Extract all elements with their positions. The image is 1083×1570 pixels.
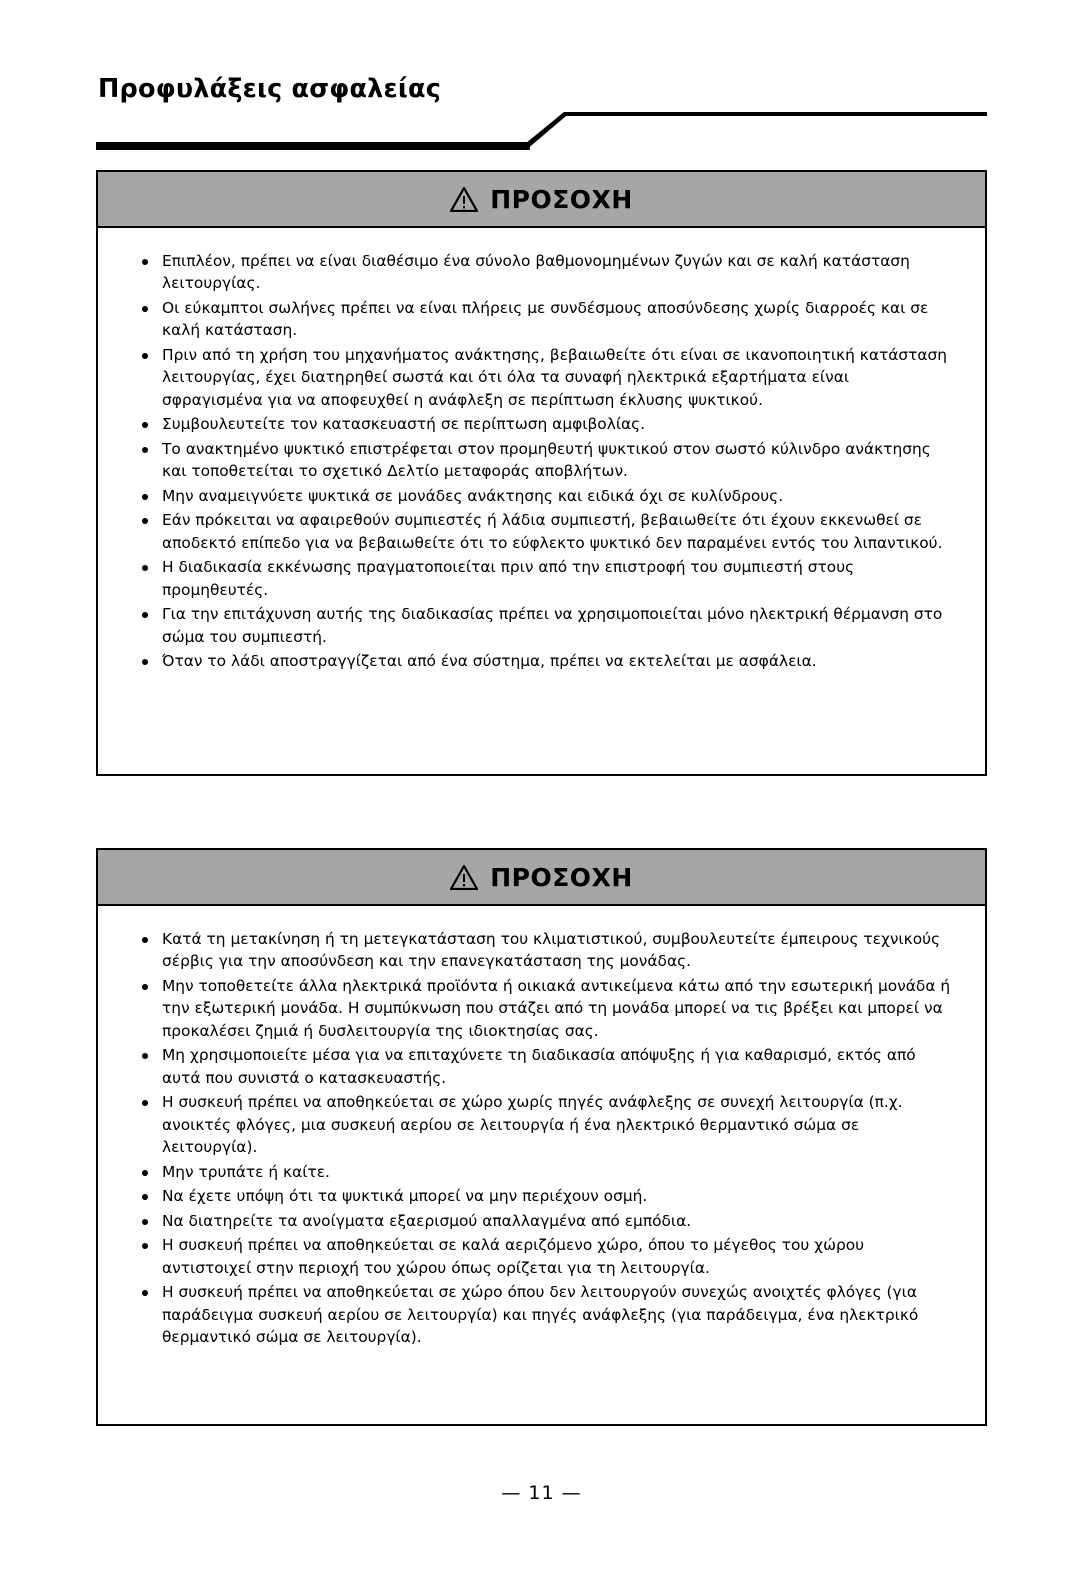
caution-box-1-header xyxy=(98,172,985,228)
caution-box-2-label: ΠΡΟΣΟΧΗ xyxy=(490,862,633,892)
list-item: Μην τοποθετείτε άλλα ηλεκτρικά προϊόντα ή οικιακά αντικείμενα κάτω από την εσωτερική μονάδα ή την εξωτερική μονάδα. Η συμπύκνωση που στάζει από τη μονάδα μπορεί να τις βρέξει και μπορεί να προκαλέσει ζημιά ή δυσλειτουργία της ιδιοκτησίας σας. xyxy=(132,975,951,1042)
caution-box-1-body xyxy=(98,228,985,774)
warning-triangle-icon xyxy=(450,187,478,212)
list-item: Επιπλέον, πρέπει να είναι διαθέσιμο ένα σύνολο βαθμονομημένων ζυγών και σε καλή κατάσταση λειτουργίας. xyxy=(132,250,951,295)
list-item: Μην αναμειγνύετε ψυκτικά σε μονάδες ανάκτησης και ειδικά όχι σε κυλίνδρους. xyxy=(132,485,951,507)
list-item: Πριν από τη χρήση του μηχανήματος ανάκτησης, βεβαιωθείτε ότι είναι σε ικανοποιητική κατάσταση λειτουργίας, έχει διατηρηθεί σωστά και ότι όλα τα συναφή ηλεκτρικά εξαρτήματα είναι σφραγισμένα για να αποφευχθεί η ανάφλεξη σε περίπτωση έκλυσης ψυκτικού. xyxy=(132,344,951,411)
list-item: Όταν το λάδι αποστραγγίζεται από ένα σύστημα, πρέπει να εκτελείται με ασφάλεια. xyxy=(132,650,951,672)
list-item: Η διαδικασία εκκένωσης πραγματοποιείται πριν από την επιστροφή του συμπιεστή στους προμηθευτές. xyxy=(132,556,951,601)
caution-box-2-header xyxy=(98,850,985,906)
caution-box-1-label: ΠΡΟΣΟΧΗ xyxy=(490,184,633,214)
page-title: Προφυλάξεις ασφαλείας xyxy=(98,74,442,104)
document-page xyxy=(0,62,1083,1570)
caution-list-2 xyxy=(132,928,951,1349)
list-item: Για την επιτάχυνση αυτής της διαδικασίας πρέπει να χρησιμοποιείται μόνο ηλεκτρική θέρμανση στο σώμα του συμπιεστή. xyxy=(132,603,951,648)
caution-box-1 xyxy=(96,170,987,776)
list-item: Η συσκευή πρέπει να αποθηκεύεται σε καλά αεριζόμενο χώρο, όπου το μέγεθος του χώρου αντιστοιχεί στην περιοχή του χώρου όπως ορίζεται για τη λειτουργία. xyxy=(132,1234,951,1279)
caution-list-1 xyxy=(132,250,951,673)
list-item: Να διατηρείτε τα ανοίγματα εξαερισμού απαλλαγμένα από εμπόδια. xyxy=(132,1210,951,1232)
list-item: Εάν πρόκειται να αφαιρεθούν συμπιεστές ή λάδια συμπιεστή, βεβαιωθείτε ότι έχουν εκκενωθεί σε αποδεκτό επίπεδο για να βεβαιωθείτε ότι το εύφλεκτο ψυκτικό δεν παραμένει εντός του λιπαντικού. xyxy=(132,509,951,554)
list-item: Κατά τη μετακίνηση ή τη μετεγκατάσταση του κλιματιστικού, συμβουλευτείτε έμπειρους τεχνικούς σέρβις για την αποσύνδεση και την επανεγκατάσταση της μονάδας. xyxy=(132,928,951,973)
list-item: Να έχετε υπόψη ότι τα ψυκτικά μπορεί να μην περιέχουν οσμή. xyxy=(132,1185,951,1207)
list-item: Η συσκευή πρέπει να αποθηκεύεται σε χώρο όπου δεν λειτουργούν συνεχώς ανοιχτές φλόγες (για παράδειγμα συσκευή αερίου σε λειτουργία) και πηγές ανάφλεξης (για παράδειγμα, ένα ηλεκτρικό θερμαντικό σώμα σε λειτουργία). xyxy=(132,1281,951,1348)
caution-box-2 xyxy=(96,848,987,1426)
list-item: Μη χρησιμοποιείτε μέσα για να επιταχύνετε τη διαδικασία απόψυξης ή για καθαρισμό, εκτός από αυτά που συνιστά ο κατασκευαστής. xyxy=(132,1044,951,1089)
list-item: Η συσκευή πρέπει να αποθηκεύεται σε χώρο χωρίς πηγές ανάφλεξης σε συνεχή λειτουργία (π.χ. ανοικτές φλόγες, μια συσκευή αερίου σε λειτουργία ή ένα ηλεκτρικό θερμαντικό σώμα σε λειτουργία). xyxy=(132,1091,951,1158)
list-item: Συμβουλευτείτε τον κατασκευαστή σε περίπτωση αμφιβολίας. xyxy=(132,413,951,435)
caution-box-2-body xyxy=(98,906,985,1424)
list-item: Μην τρυπάτε ή καίτε. xyxy=(132,1161,951,1183)
list-item: Οι εύκαμπτοι σωλήνες πρέπει να είναι πλήρεις με συνδέσμους αποσύνδεσης χωρίς διαρροές και σε καλή κατάσταση. xyxy=(132,297,951,342)
page-number: — 11 — xyxy=(501,1482,582,1504)
page-header xyxy=(96,62,987,134)
warning-triangle-icon xyxy=(450,865,478,890)
list-item: Το ανακτημένο ψυκτικό επιστρέφεται στον προμηθευτή ψυκτικού στον σωστό κύλινδρο ανάκτησης και τοποθετείται το σχετικό Δελτίο μεταφοράς αποβλήτων. xyxy=(132,438,951,483)
